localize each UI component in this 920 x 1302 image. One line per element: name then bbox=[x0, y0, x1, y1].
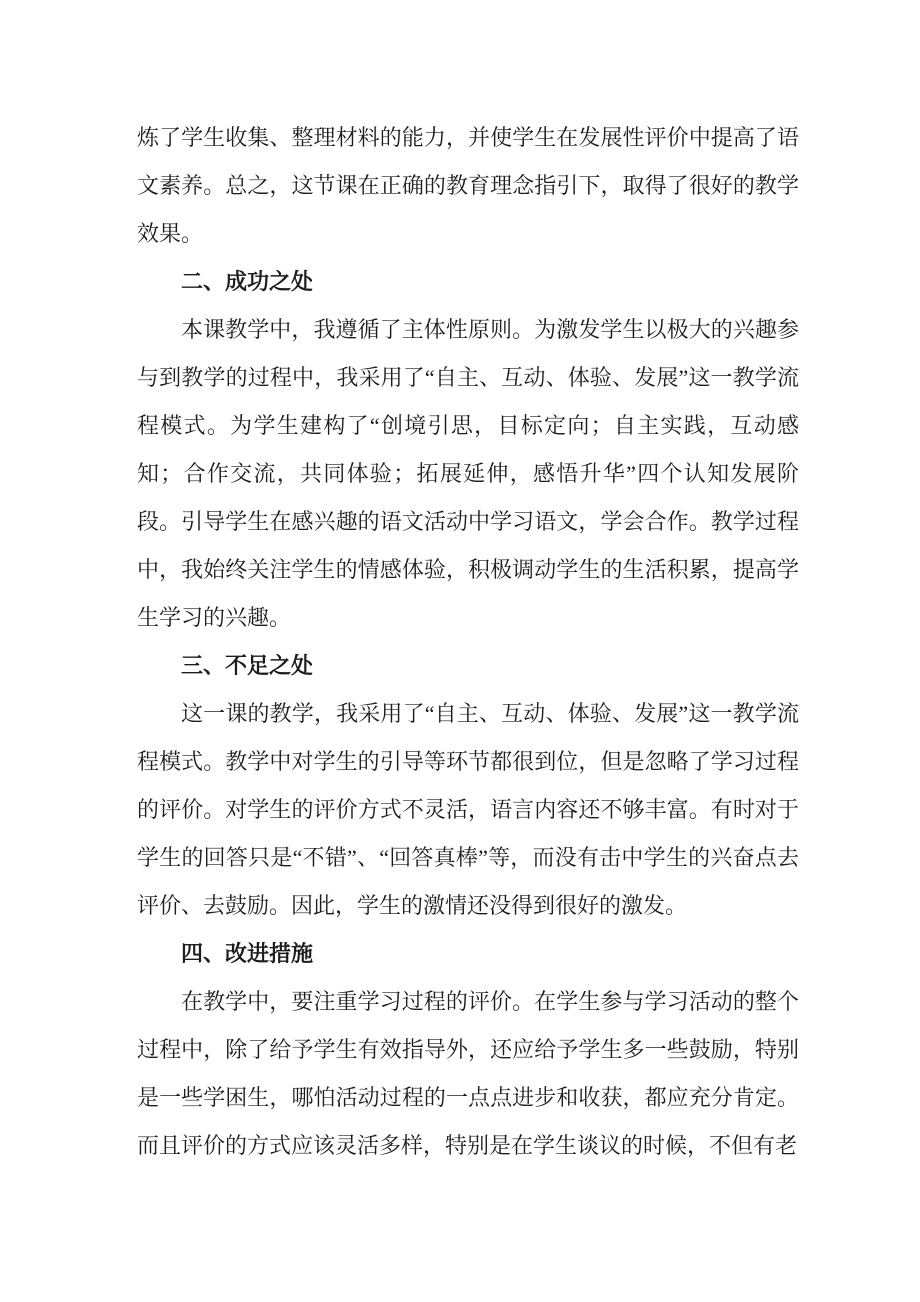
section-heading-success: 二、成功之处 bbox=[181, 269, 314, 294]
paragraph-success: 本课教学中，我遵循了主体性原则。为激发学生以极大的兴趣参与到教学的过程中，我采用了“自主、互动、体验、发展”这一教学流程模式。为学生建构了“创境引思，目标定向；自主实践，互动感知；合作交流，共同体验；拓展延伸，感悟升华”四个认知发展阶段。引导学生在感兴趣的语文活动中学习语文，学会合作。教学过程中，我始终关注学生的情感体验，积极调动学生的生活积累，提高学生学习的兴趣。 bbox=[137, 317, 799, 630]
document-body bbox=[137, 114, 799, 1170]
paragraph-improvements: 在教学中，要注重学习过程的评价。在学生参与学习活动的整个过程中，除了给予学生有效指导外，还应给予学生多一些鼓励，特别是一些学困生，哪怕活动过程的一点点进步和收获，都应充分肯定。而且评价的方式应该灵活多样，特别是在学生谈议的时候，不但有老 bbox=[137, 989, 799, 1158]
paragraph-effect-continuation: 炼了学生收集、整理材料的能力，并使学生在发展性评价中提高了语文素养。总之，这节课在正确的教育理念指引下，取得了很好的教学效果。 bbox=[137, 125, 799, 246]
paragraph-shortcomings: 这一课的教学，我采用了“自主、互动、体验、发展”这一教学流程模式。教学中对学生的引导等环节都很到位，但是忽略了学习过程的评价。对学生的评价方式不灵活，语言内容还不够丰富。有时对于学生的回答只是“不错”、“回答真棒”等，而没有击中学生的兴奋点去评价、去鼓励。因此，学生的激情还没得到很好的激发。 bbox=[137, 701, 799, 918]
section-heading-improvements: 四、改进措施 bbox=[181, 941, 314, 966]
section-heading-shortcomings: 三、不足之处 bbox=[181, 653, 314, 678]
